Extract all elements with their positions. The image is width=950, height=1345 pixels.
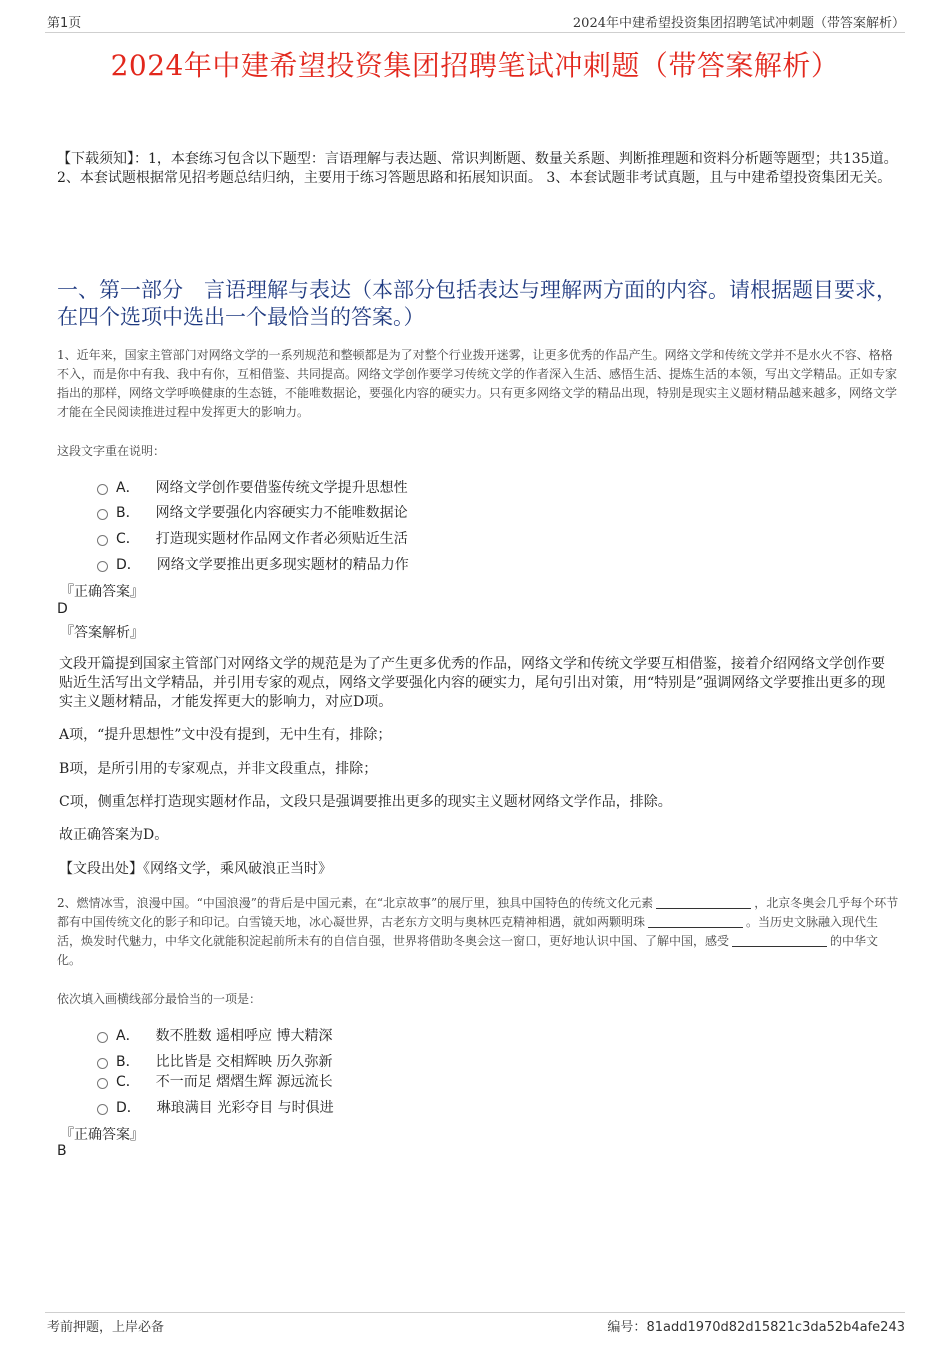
q1-analysis-c: C项，侧重怎样打造现实题材作品，文段只是强调要推出更多的现实主义题材网络文学作品，排除。 (59, 794, 672, 810)
option-letter: D． (116, 1100, 141, 1116)
option-letter: A． (116, 1028, 140, 1044)
radio-icon[interactable] (97, 1078, 108, 1089)
footer-slogan: 考前押题，上岸必备 (47, 1320, 165, 1335)
option-text: 网络文学创作要借鉴传统文学提升思想性 (155, 480, 408, 496)
option-letter: B． (116, 505, 140, 521)
radio-icon[interactable] (97, 561, 108, 572)
option-letter: C． (116, 1074, 140, 1090)
q2-answer-label: 『正确答案』 (60, 1127, 144, 1143)
q2-option-b[interactable] (97, 1051, 333, 1071)
fill-blank (732, 934, 827, 947)
option-text: 不一而足 熠熠生辉 源远流长 (155, 1074, 333, 1090)
header-divider (45, 32, 905, 33)
q2-passage-part: 的中华文化。 (57, 934, 879, 967)
document-title: 2024年中建希望投资集团招聘笔试冲刺题（带答案解析） (110, 49, 840, 82)
option-letter: D． (116, 557, 141, 573)
option-letter: B． (116, 1054, 140, 1070)
option-text: 网络文学要推出更多现实题材的精品力作 (156, 557, 409, 573)
option-text: 数不胜数 遥相呼应 博大精深 (155, 1028, 333, 1044)
q2-passage-part: ，北京冬奥会几乎每个环节都有中国传统文化的影子和印记。白雪镜天地，冰心凝世界，古老东方文明与奥林匹克精神相遇，就如两颗明珠 (57, 896, 899, 929)
q1-stem: 这段文字重在说明： (57, 444, 166, 458)
footer-code (607, 1316, 905, 1335)
option-text: 比比皆是 交相辉映 历久弥新 (155, 1054, 333, 1070)
radio-icon[interactable] (97, 1032, 108, 1043)
radio-icon[interactable] (97, 1058, 108, 1069)
footer-divider (45, 1312, 905, 1313)
q1-option-c[interactable] (97, 528, 408, 548)
q1-option-b[interactable] (97, 502, 408, 522)
q1-analysis-b: B项，是所引用的专家观点，并非文段重点，排除； (59, 761, 378, 777)
q2-passage (57, 894, 899, 970)
q2-passage-part: 2、燃情冰雪，浪漫中国。“中国浪漫”的背后是中国元素，在“北京故事”的展厅里，独具中国特色的传统文化元素 (57, 896, 654, 910)
option-letter: C． (116, 531, 140, 547)
q1-option-d[interactable] (97, 554, 409, 574)
q1-source: 【文段出处】《网络文学，乘风破浪正当时》 (59, 861, 332, 877)
option-text: 网络文学要强化内容硬实力不能唯数据论 (155, 505, 408, 521)
page-number: 第1页 (47, 16, 82, 31)
header-doc-title: 2024年中建希望投资集团招聘笔试冲刺题（带答案解析） (572, 16, 905, 31)
radio-icon[interactable] (97, 535, 108, 546)
option-text: 琳琅满目 光彩夺目 与时俱进 (156, 1100, 334, 1116)
q1-answer: D (57, 601, 68, 617)
footer-code-value: 81add1970d82d15821c3da52b4afe243 (646, 1320, 905, 1335)
q2-stem: 依次填入画横线部分最恰当的一项是： (57, 992, 262, 1006)
q1-option-a[interactable] (97, 477, 408, 497)
radio-icon[interactable] (97, 509, 108, 520)
footer-code-label: 编号： (607, 1320, 647, 1335)
fill-blank (648, 915, 743, 928)
q1-analysis-a: A项，“提升思想性”文中没有提到，无中生有，排除； (59, 727, 392, 743)
q2-option-d[interactable] (97, 1097, 334, 1117)
q2-passage-part: 。当历史文脉融入现代生活，焕发时代魅力，中华文化就能积淀起前所未有的自信自强，世界将借助冬奥会这一窗口，更好地认识中国、了解中国，感受 (57, 915, 879, 948)
download-notice: 【下载须知】：1，本套练习包含以下题型：言语理解与表达题、常识判断题、数量关系题、判断推理题和资料分析题等题型；共135道。 2、本套试题根据常见招考题总结归纳，主要用于练习答题思路和拓展知识面。 3、本套试题非考试真题，且与中建希望投资集团无关。 (57, 151, 898, 186)
fill-blank (656, 896, 751, 909)
q1-analysis-main: 文段开篇提到国家主管部门对网络文学的规范是为了产生更多优秀的作品，网络文学和传统文学要互相借鉴，接着介绍网络文学创作要贴近生活写出文学精品，并引用专家的观点，网络文学要强化内容的硬实力，尾句引出对策，用“特别是”强调网络文学要推出更多的现实主义题材精品，才能发挥更大的影响力，对应D项。 (59, 656, 886, 710)
option-letter: A． (116, 480, 140, 496)
q2-option-c[interactable] (97, 1071, 333, 1091)
section-title: 一、第一部分 言语理解与表达（本部分包括表达与理解两方面的内容。请根据题目要求，在四个选项中选出一个最恰当的答案。） (57, 278, 897, 329)
q2-option-a[interactable] (97, 1025, 332, 1045)
option-text: 打造现实题材作品网文作者必须贴近生活 (155, 531, 408, 547)
q1-conclusion: 故正确答案为D。 (59, 827, 169, 843)
radio-icon[interactable] (97, 1104, 108, 1115)
q1-passage: 1、近年来，国家主管部门对网络文学的一系列规范和整顿都是为了对整个行业拨开迷雾，让更多优秀的作品产生。网络文学和传统文学并不是水火不容、格格不入，而是你中有我、我中有你，互相借鉴、共同提高。网络文学创作要学习传统文学的作者深入生活、感悟生活、提炼生活的本领，写出文学精品。正如专家指出的那样，网络文学呼唤健康的生态链，不能唯数据论，要强化内容的硬实力。只有更多网络文学的精品出现，特别是现实主义题材精品越来越多，网络文学才能在全民阅读推进过程中发挥更大的影响力。 (57, 348, 898, 419)
q2-answer: B (57, 1143, 67, 1159)
radio-icon[interactable] (97, 484, 108, 495)
q1-analysis-label: 『答案解析』 (60, 625, 144, 641)
q1-answer-label: 『正确答案』 (60, 584, 144, 600)
